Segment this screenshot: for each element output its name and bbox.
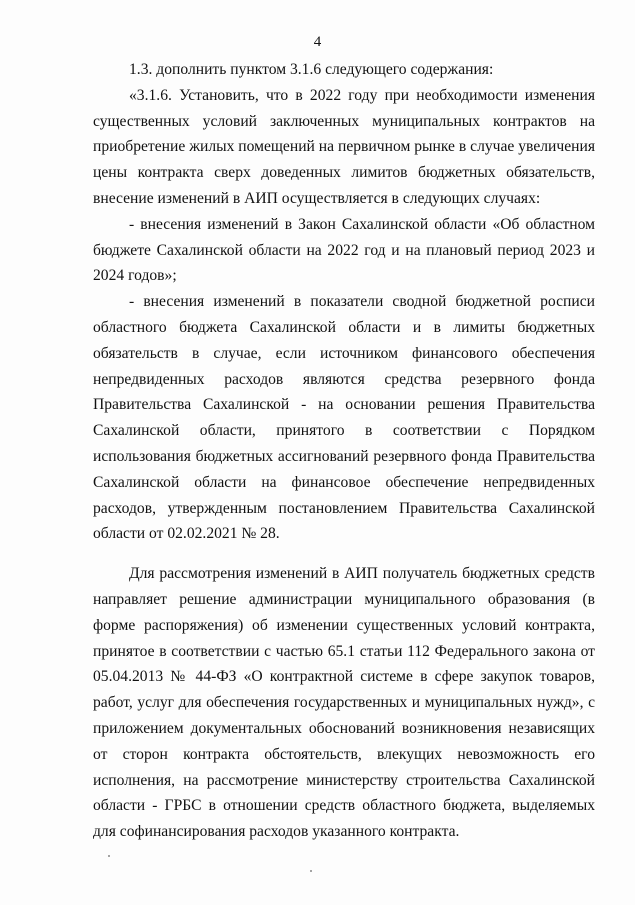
document-body — [93, 57, 595, 845]
paragraph-item-1-3: 1.3. дополнить пунктом 3.1.6 следующего содержания: — [129, 61, 494, 78]
paragraph-procedure: Для рассмотрения изменений в АИП получатель бюджетных средств направляет решение администрации муниципального образования (в форме распоряжения) об изменении существенных условий контракта, принятое в соответствии с частью 65.1 статьи 112 Федерального закона от 05.04.2013 № 44-ФЗ «О контрактной системе в сфере закупок товаров, работ, услуг для обеспечения государственных и муниципальных нужд», с приложением документальных обоснований возникновения независящих от сторон контракта обстоятельств, влекущих невозможность его исполнения, на рассмотрение министерству строительства Сахалинской области - ГРБС в отношении средств областного бюджета, выделяемых для софинансирования расходов указанного контракта. — [93, 565, 595, 841]
paragraph-case-budget-list: - внесения изменений в показатели сводной бюджетной росписи областного бюджета Сахалинской области и в лимиты бюджетных обязательств в случае, если источником финансового обеспечения непредвиденных расходов являются средства резервного фонда Правительства Сахалинской - на основании решения Правительства Сахалинской области, принятого в соответствии с Порядком использования бюджетных ассигнований резервного фонда Правительства Сахалинской области на финансовое обеспечение непредвиденных расходов, утвержденным постановлением Правительства Сахалинской области от 02.02.2021 № 28. — [93, 293, 595, 543]
paragraph-clause-3-1-6: «3.1.6. Установить, что в 2022 году при необходимости изменения существенных условий заключенных муниципальных контрактов на приобретение жилых помещений на первичном рынке в случае увеличения цены контракта сверх доведенных лимитов бюджетных обязательств, внесение изменений в АИП осуществляется в следующих случаях: — [93, 86, 595, 207]
paragraph-case-law-amendment: - внесения изменений в Закон Сахалинской области «Об областном бюджете Сахалинской области на 2022 год и на плановый период 2023 и 2024 годов»; — [93, 215, 595, 285]
scan-speck — [310, 870, 312, 872]
scan-speck — [108, 855, 110, 857]
page-number: 4 — [313, 34, 322, 50]
